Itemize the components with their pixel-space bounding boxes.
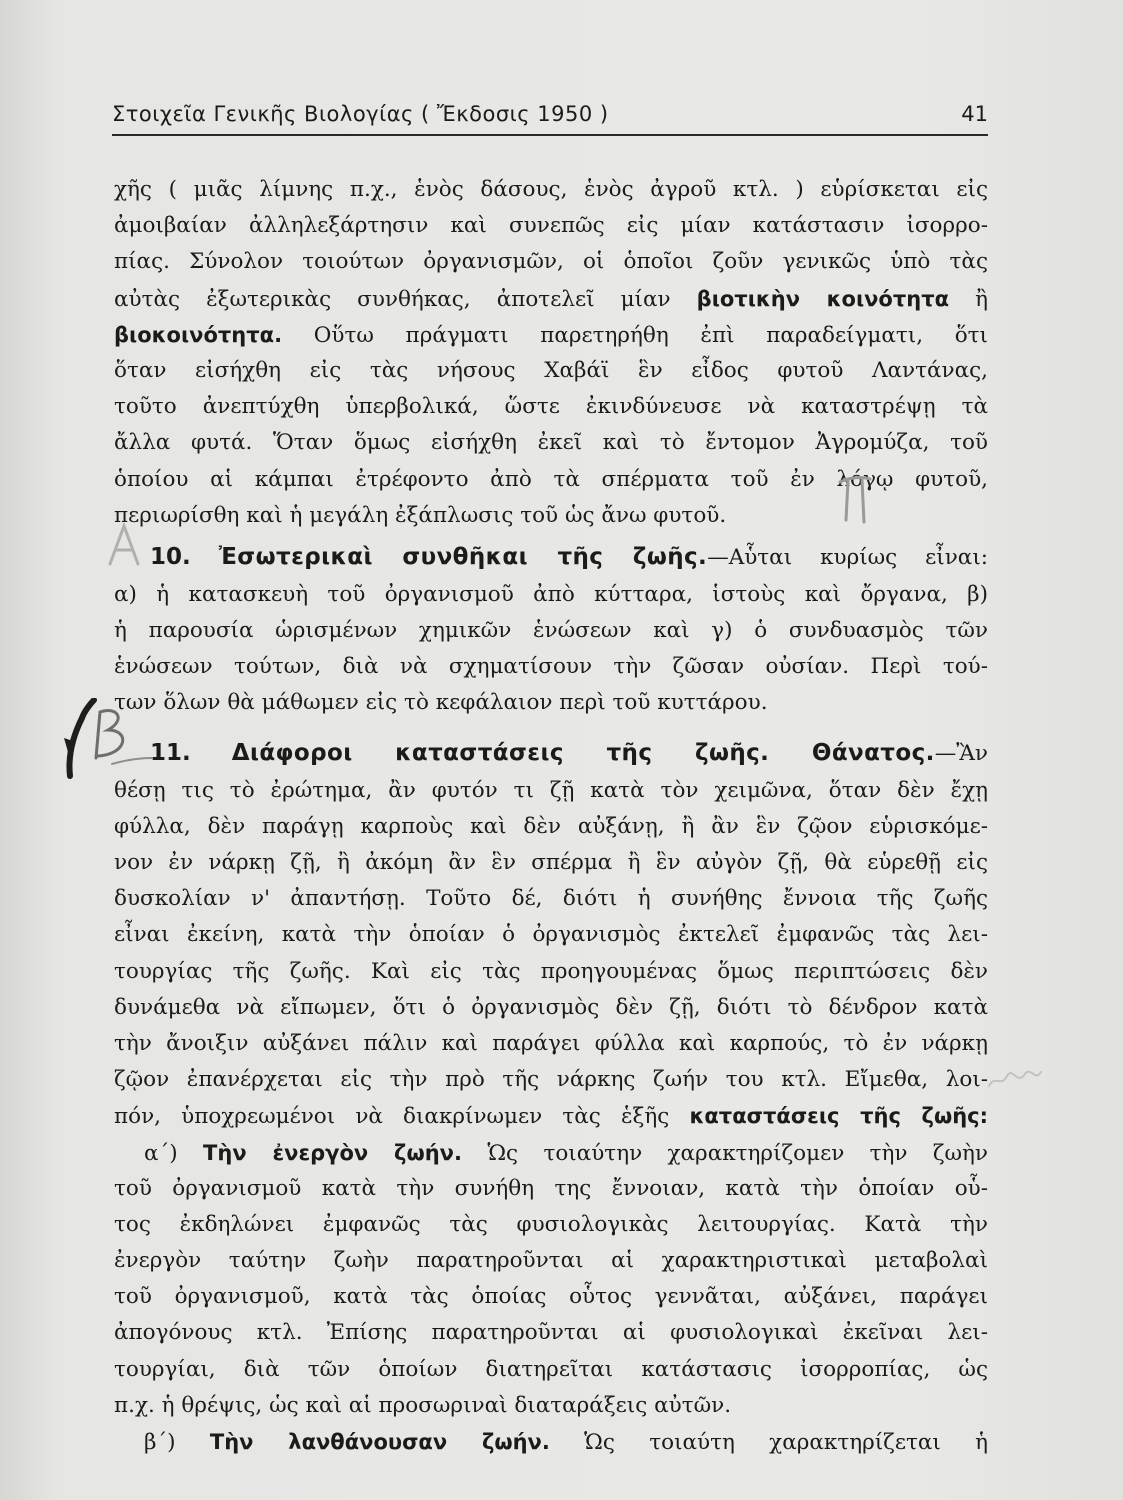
text-line: των ὅλων θὰ μάθωμεν εἰς τὸ κεφάλαιον περὶ τοῦ κυττάρου. xyxy=(114,690,768,716)
text-line xyxy=(114,281,988,317)
text-line: τοῦ ὀργανισμοῦ, κατὰ τὰς ὁποίας οὗτος γεννᾶται, αὐξάνει, παράγει xyxy=(114,1284,988,1310)
text-line: εἶναι ἐκείνη, κατὰ τὴν ὁποίαν ὁ ὀργανισμὸς ἐκτελεῖ ἐμφανῶς τὰς λει- xyxy=(114,922,988,948)
key-term: βιοκοινότητα. xyxy=(114,322,283,347)
text-line: πίας. Σύνολον τοιούτων ὀργανισμῶν, οἱ ὁποῖοι ζοῦν γενικῶς ὑπὸ τὰς xyxy=(114,249,988,275)
text-line: ἑνώσεων τούτων, διὰ νὰ σχηματίσουν τὴν ζῶσαν οὐσίαν. Περὶ τού- xyxy=(114,654,988,680)
text-line: ὅταν εἰσήχθη εἰς τὰς νήσους Χαβάϊ ἓν εἶδος φυτοῦ Λαντάνας, xyxy=(114,357,988,383)
section-10-heading xyxy=(114,538,988,577)
list-label: β΄) xyxy=(144,1430,176,1455)
text-line: περιωρίσθη καὶ ἡ μεγάλη ἐξάπλωσις τοῦ ὡς ἄνω φυτοῦ. xyxy=(114,502,727,528)
text-run: πόν, ὑποχρεωμένοι νὰ διακρίνωμεν τὰς ἑξῆς xyxy=(114,1104,670,1130)
text-line: νον ἐν νάρκῃ ζῇ, ἢ ἀκόμη ἂν ἓν σπέρμα ἢ ἓν αὐγὸν ζῇ, θὰ εὑρεθῇ εἰς xyxy=(114,850,988,875)
page-number: 41 xyxy=(961,102,988,126)
text-line xyxy=(114,1098,988,1134)
text-line: π.χ. ἡ θρέψις, ὡς καὶ αἱ προσωριναὶ διαταράξεις αὐτῶν. xyxy=(114,1392,732,1418)
body-text xyxy=(114,172,988,1460)
text-line: α) ἡ κατασκευὴ τοῦ ὀργανισμοῦ ἀπὸ κύτταρα, ἱστοὺς καὶ ὄργανα, β) xyxy=(114,581,988,607)
text-run: ἢ xyxy=(975,286,988,312)
text-line: τοῦτο ἀνεπτύχθη ὑπερβολικά, ὥστε ἐκινδύνευσε νὰ καταστρέψῃ τὰ xyxy=(114,394,988,420)
running-title: Στοιχεῖα Γενικῆς Βιολογίας ( Ἔκδοσις 1950 ) xyxy=(112,102,609,126)
key-term: Τὴν λανθάνουσαν ζωήν. xyxy=(209,1430,550,1454)
section-11-heading xyxy=(114,734,988,773)
text-line: χῆς ( μιᾶς λίμνης π.χ., ἑνὸς δάσους, ἑνὸς ἀγροῦ κτλ. ) εὑρίσκεται εἰς xyxy=(114,177,988,202)
text-line: δυνάμεθα νὰ εἴπωμεν, ὅτι ὁ ὀργανισμὸς δὲν ζῇ, διότι τὸ δένδρον κατὰ xyxy=(114,994,988,1020)
text-run: —Αὗται κυρίως εἶναι: xyxy=(707,544,989,570)
key-term: καταστάσεις τῆς ζωῆς: xyxy=(689,1104,988,1129)
text-run: αὐτὰς ἐξωτερικὰς συνθήκας, ἀποτελεῖ μίαν xyxy=(114,286,671,312)
text-line: τὴν ἄνοιξιν αὐξάνει πάλιν καὶ παράγει φύλλα καὶ καρπούς, τὸ ἐν νάρκῃ xyxy=(114,1030,988,1056)
key-term: βιοτικὴν κοινότητα xyxy=(696,286,950,311)
text-run: —Ἂν xyxy=(934,740,988,766)
text-line: ἡ παρουσία ὡρισμένων χημικῶν ἑνώσεων καὶ γ) ὁ συνδυασμὸς τῶν xyxy=(114,618,988,644)
text-line: ζῷον ἐπανέρχεται εἰς τὴν πρὸ τῆς νάρκης ζωήν του κτλ. Εἴμεθα, λοι- xyxy=(114,1067,988,1093)
text-line: ἄλλα φυτά. Ὅταν ὅμως εἰσήχθη ἐκεῖ καὶ τὸ ἔντομον Ἀγρομύζα, τοῦ xyxy=(114,430,988,456)
text-line xyxy=(114,317,988,353)
section-title: Ἐσωτερικαὶ συνθῆκαι τῆς ζωῆς. xyxy=(218,543,708,570)
state-active-line xyxy=(114,1135,988,1171)
text-line: τουργίαι, διὰ τῶν ὁποίων διατηρεῖται κατάστασις ἰσορροπίας, ὡς xyxy=(114,1356,988,1382)
text-line: ἀμοιβαίαν ἀλληλεξάρτησιν καὶ συνεπῶς εἰς μίαν κατάστασιν ἰσορρο- xyxy=(114,213,988,239)
text-line: θέσῃ τις τὸ ἐρώτημα, ἂν φυτόν τι ζῇ κατὰ τὸν χειμῶνα, ὅταν δὲν ἔχῃ xyxy=(114,777,988,803)
text-line: τος ἐκδηλώνει ἐμφανῶς τὰς φυσιολογικὰς λειτουργίας. Κατὰ τὴν xyxy=(114,1211,988,1237)
text-run: Ὡς τοιαύτη χαρακτηρίζεται ἡ xyxy=(584,1430,989,1455)
text-line: τοῦ ὀργανισμοῦ κατὰ τὴν συνήθη της ἔννοιαν, κατὰ τὴν ὁποίαν οὗ- xyxy=(114,1175,988,1201)
section-title: Διάφοροι καταστάσεις τῆς ζωῆς. Θάνατος. xyxy=(231,739,935,766)
text-run: Ὡς τοιαύτην χαρακτηρίζομεν τὴν ζωὴν xyxy=(487,1140,988,1166)
margin-scribble-icon xyxy=(985,1060,1045,1094)
section-number: 10. xyxy=(150,543,191,570)
text-line: ἐνεργὸν ταύτην ζωὴν παρατηροῦνται αἱ χαρακτηριστικαὶ μεταβολαὶ xyxy=(114,1248,988,1274)
text-line: φύλλα, δὲν παράγῃ καρποὺς καὶ δὲν αὐξάνῃ, ἢ ἂν ἓν ζῷον εὑρισκόμε- xyxy=(114,813,988,839)
text-line: δυσκολίαν ν' ἀπαντήσῃ. Τοῦτο δέ, διότι ἡ συνήθης ἔννοια τῆς ζωῆς xyxy=(114,886,988,912)
state-latent-line xyxy=(114,1424,988,1460)
text-run: Οὕτω πράγματι παρετηρήθη ἐπὶ παραδείγματι, ὅτι xyxy=(313,322,988,348)
text-line: τουργίας τῆς ζωῆς. Καὶ εἰς τὰς προηγουμένας ὅμως περιπτώσεις δὲν xyxy=(114,958,988,984)
text-line: ὁποίου αἱ κάμπαι ἐτρέφοντο ἀπὸ τὰ σπέρματα τοῦ ἐν λόγῳ φυτοῦ, xyxy=(114,466,988,492)
key-term: Τὴν ἐνεργὸν ζωήν. xyxy=(203,1140,462,1165)
section-number: 11. xyxy=(150,739,191,766)
text-line: ἀπογόνους κτλ. Ἐπίσης παρατηροῦνται αἱ φυσιολογικαὶ ἐκεῖναι λει- xyxy=(114,1320,988,1346)
running-head xyxy=(112,100,988,136)
list-label: α΄) xyxy=(144,1140,178,1166)
